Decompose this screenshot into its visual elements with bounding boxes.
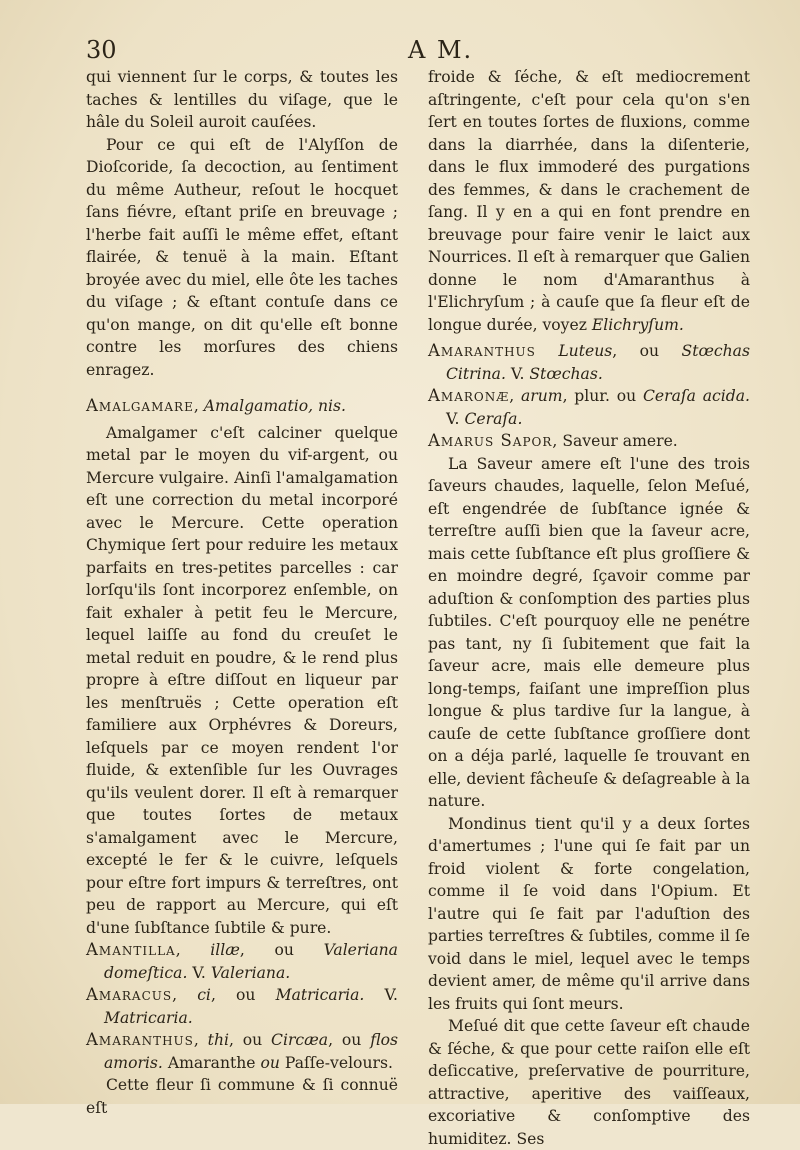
page-header [0, 36, 800, 70]
paragraph: Cette fleur ſi commune & ſi connuë eſt [86, 1076, 398, 1117]
paragraph: froide & ſéche, & eſt mediocrement aſtringente, c'eſt pour cela qu'on s'en ſert en toutes ſortes de fluxions, comme dans la diarrhée, dans la diſenterie, dans le flux immoderé des purgations des femmes, & dans le crachement de ſang. Il y en a qui en font prendre en breuvage pour faire venir le laict aux Nourrices. Il eſt à remarquer que Galien donne le nom d'Amaranthus à l'Elichryſum ; à cauſe que ſa fleur eſt de longue durée, voyez Elichryſum. [428, 68, 750, 334]
entry-synonym: Circæa [271, 1031, 329, 1049]
entry-headword: Amaracus [86, 985, 173, 1004]
entry-synonym: Valeriana domeſtica. [104, 941, 398, 982]
paragraph: qui viennent ſur le corps, & toutes les taches & lentilles du viſage, que le hâle du Soleil auroit cauſées. [86, 68, 398, 131]
entry-amalgamare: Amalgamare, Amalgamatio, nis. [86, 396, 347, 415]
entry-reference: Stœchas. [529, 364, 603, 383]
entry-amarus-sapor: Amarus Sapor, Saveur amere. [428, 431, 678, 450]
entry-synonym: flos amoris. [104, 1031, 398, 1072]
entry-french: Amaranthe [167, 1053, 256, 1072]
paragraph: Mondinus tient qu'il y a deux ſortes d'amertumes ; l'une qui ſe fait par un froid violent & forte congelation, comme il ſe void dans l'Opium. Et l'autre qui ſe fait par l'aduſtion des parties terreſtres & ſubtiles, comme il ſe void dans le miel, lequel avec le temps devient amer, de même qu'il arrive dans les fruits qui ſont meurs. [428, 814, 750, 1013]
entry-amaracus: Amaracus, ci, ou Matricaria. V. Matricaria. [86, 985, 398, 1027]
entry-french: Saveur amere. [562, 432, 678, 450]
entry-synonym: Luteus [558, 342, 613, 360]
entry-reference: Matricaria. [104, 1008, 193, 1027]
entry-synonym: Stœchas Citrina. [446, 342, 750, 383]
page-number: 30 [86, 36, 117, 64]
left-column [86, 66, 398, 1119]
entry-headword: Amaranthus [428, 341, 536, 360]
entry-amaranthus: Amaranthus, thi, ou Circæa, ou flos amoris. Amaranthe ou Paſſe-velours. [86, 1030, 398, 1072]
entry-genitive: ci [197, 986, 211, 1004]
entry-genitive: arum [520, 387, 563, 405]
paragraph: Amalgamer c'eſt calciner quelque metal par le moyen du vif-argent, ou Mercure vulgaire. Ainſi l'amalgamation eſt une correction du metal incorporé avec le Mercure. Cette operation Chymique ſert pour reduire les metaux parfaits en tres-petites parcelles : car lorſqu'ils ſont incorporez enſemble, on fait exhaler à petit feu le Mercure, lequel laiſſe au fond du creuſet le metal reduit en poudre, & le rend plus propre à eſtre diſſout en liqueur par les menſtruës ; Cette operation eſt familiere aux Orphévres & Doreurs, leſquels par ce moyen rendent l'or fluide, & extenſible ſur les Ouvrages qu'ils veulent dorer. Il eſt à remarquer que toutes ſortes de metaux s'amalgament avec le Mercure, excepté le fer & le cuivre, leſquels pour eſtre fort impurs & terreſtres, ont peu de rapport au Mercure, qui eſt d'une ſubſtance ſubtile & pure. [86, 423, 398, 937]
running-head: A M. [408, 36, 474, 64]
entry-amaranthus-luteus: Amaranthus Luteus, ou Stœchas Citrina. V. Stœchas. [428, 341, 750, 383]
paragraph: La Saveur amere eſt l'une des trois ſaveurs chaudes, laquelle, ſelon Meſué, eſt engendrée de ſubſtance ignée & terreſtre auſſi bien que la ſaveur acre, mais cette ſubſtance eſt plus groſſiere & en moindre degré, ſçavoir comme par aduſtion & conſomption des parties plus ſubtiles. C'eſt pourquoy elle ne penétre pas tant, ny ſi ſubitement que fait la ſaveur acre, mais elle demeure plus long-temps, faiſant une impreſſion plus longue & plus tardive ſur la langue, à cauſe de cette ſubſtance groſſiere dont on a déja parlé, laquelle ſe trouvant en elle, devient fâcheuſe & deſagreable à la nature. [428, 454, 750, 810]
entry-headword: Amantilla [86, 940, 176, 959]
entry-headword: Amaranthus [86, 1030, 194, 1049]
paragraph: Pour ce qui eſt de l'Alyſſon de Dioſcoride, ſa decoction, au ſentiment du même Autheur, reſout le hocquet ſans fiévre, eſtant priſe en breuvage ; l'herbe fait auſſi le même effet, eſtant flairée, & tenuë à la main. Eſtant broyée avec du miel, elle ôte les taches du viſage ; & eſtant contuſe dans ce qu'on mange, on dit qu'elle eſt bonne contre les morſures des chiens enragez. [86, 135, 398, 379]
entry-reference: Ceraſa. [464, 409, 523, 428]
paragraph: Meſué dit que cette ſaveur eſt chaude & ſéche, & que pour cette raiſon elle eſt deſiccative, preſervative de pourriture, attractive, aperitive des vaiſſeaux, excoriative & conſomptive des humiditez. Ses [428, 1017, 750, 1148]
entry-latin: Amalgamatio, nis. [203, 397, 347, 415]
entry-french: Paſſe-velours. [284, 1053, 393, 1072]
right-column [428, 66, 750, 1150]
entry-amaronae: Amaronæ, arum, plur. ou Ceraſa acida. V. Ceraſa. [428, 386, 750, 428]
entry-genitive: illæ [210, 941, 240, 959]
entry-headword: Amalgamare [86, 396, 194, 415]
entry-reference: Valeriana. [210, 963, 291, 982]
entry-synonym: Matricaria. [275, 986, 365, 1004]
entry-amantilla: Amantilla, illæ, ou Valeriana domeſtica. V. Valeriana. [86, 940, 398, 982]
entry-genitive: thi [207, 1031, 229, 1049]
entry-headword: Amarus Sapor [428, 431, 553, 450]
entry-synonym: Ceraſa acida. [642, 387, 750, 405]
entry-headword: Amaronæ [428, 386, 510, 405]
